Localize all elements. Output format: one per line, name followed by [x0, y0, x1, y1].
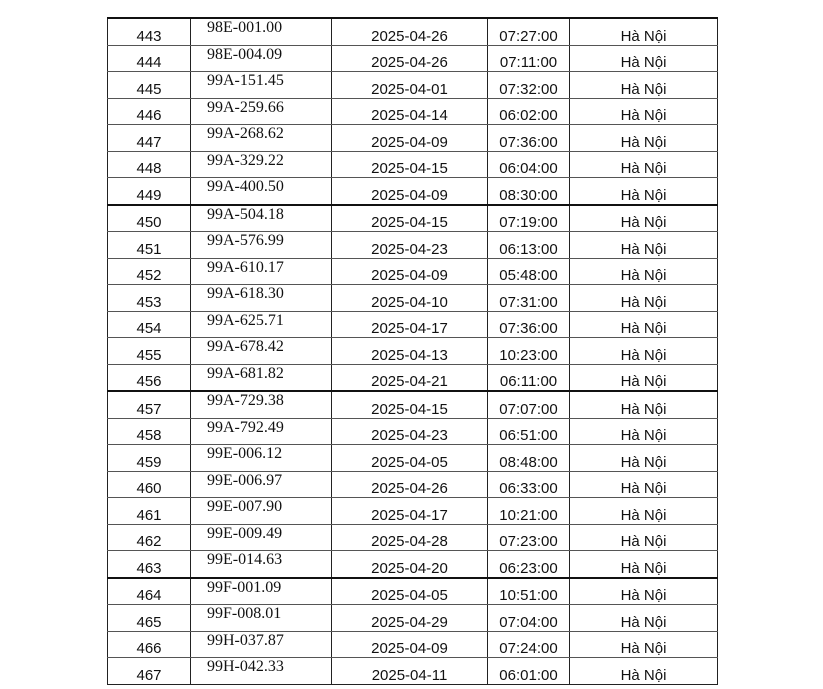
location: Hà Nội — [570, 524, 718, 551]
violation-time: 08:30:00 — [488, 178, 570, 205]
location: Hà Nội — [570, 364, 718, 391]
violation-date: 2025-04-11 — [332, 658, 488, 685]
license-plate: 99F-001.09 — [191, 578, 332, 605]
violation-date: 2025-04-20 — [332, 551, 488, 578]
row-number: 463 — [108, 551, 191, 578]
row-number: 449 — [108, 178, 191, 205]
violation-date: 2025-04-13 — [332, 338, 488, 365]
violation-time: 07:07:00 — [488, 391, 570, 418]
row-number: 457 — [108, 391, 191, 418]
location: Hà Nội — [570, 232, 718, 259]
violation-date: 2025-04-26 — [332, 471, 488, 498]
violation-time: 07:36:00 — [488, 311, 570, 338]
row-number: 444 — [108, 45, 191, 72]
table-row — [108, 311, 718, 338]
violation-date: 2025-04-17 — [332, 311, 488, 338]
violation-time: 10:23:00 — [488, 338, 570, 365]
license-plate: 99E-009.49 — [191, 524, 332, 551]
violation-time: 07:04:00 — [488, 605, 570, 632]
violation-date: 2025-04-17 — [332, 498, 488, 525]
table-row — [108, 125, 718, 152]
table-body — [108, 18, 718, 684]
violation-time: 06:23:00 — [488, 551, 570, 578]
violation-date: 2025-04-09 — [332, 178, 488, 205]
table-row — [108, 364, 718, 391]
table-row — [108, 72, 718, 99]
violation-time: 07:23:00 — [488, 524, 570, 551]
license-plate: 99H-042.33 — [191, 658, 332, 685]
location: Hà Nội — [570, 551, 718, 578]
violation-date: 2025-04-15 — [332, 205, 488, 232]
license-plate: 99A-618.30 — [191, 285, 332, 312]
location: Hà Nội — [570, 605, 718, 632]
row-number: 466 — [108, 631, 191, 658]
table-row — [108, 471, 718, 498]
table-row — [108, 498, 718, 525]
location: Hà Nội — [570, 45, 718, 72]
table-row — [108, 418, 718, 445]
license-plate: 99A-259.66 — [191, 98, 332, 125]
violation-date: 2025-04-05 — [332, 578, 488, 605]
row-number: 459 — [108, 445, 191, 472]
table-row — [108, 205, 718, 232]
location: Hà Nội — [570, 391, 718, 418]
license-plate: 99A-729.38 — [191, 391, 332, 418]
violation-time: 10:51:00 — [488, 578, 570, 605]
violation-date: 2025-04-26 — [332, 18, 488, 45]
row-number: 445 — [108, 72, 191, 99]
row-number: 446 — [108, 98, 191, 125]
violation-date: 2025-04-05 — [332, 445, 488, 472]
row-number: 455 — [108, 338, 191, 365]
table-row — [108, 45, 718, 72]
license-plate: 99F-008.01 — [191, 605, 332, 632]
table-row — [108, 658, 718, 685]
table-row — [108, 151, 718, 178]
table-row — [108, 605, 718, 632]
location: Hà Nội — [570, 578, 718, 605]
location: Hà Nội — [570, 631, 718, 658]
violation-date: 2025-04-15 — [332, 151, 488, 178]
license-plate: 98E-004.09 — [191, 45, 332, 72]
location: Hà Nội — [570, 418, 718, 445]
location: Hà Nội — [570, 205, 718, 232]
table-row — [108, 445, 718, 472]
license-plate: 99A-610.17 — [191, 258, 332, 285]
violation-time: 07:27:00 — [488, 18, 570, 45]
table-row — [108, 98, 718, 125]
violation-date: 2025-04-09 — [332, 631, 488, 658]
location: Hà Nội — [570, 338, 718, 365]
violation-time: 05:48:00 — [488, 258, 570, 285]
violation-date: 2025-04-26 — [332, 45, 488, 72]
location: Hà Nội — [570, 151, 718, 178]
violation-date: 2025-04-21 — [332, 364, 488, 391]
row-number: 453 — [108, 285, 191, 312]
license-plate: 99A-329.22 — [191, 151, 332, 178]
violation-time: 06:04:00 — [488, 151, 570, 178]
table-row — [108, 178, 718, 205]
row-number: 460 — [108, 471, 191, 498]
license-plate: 98E-001.00 — [191, 18, 332, 45]
location: Hà Nội — [570, 471, 718, 498]
location: Hà Nội — [570, 98, 718, 125]
violation-date: 2025-04-09 — [332, 125, 488, 152]
violation-time: 08:48:00 — [488, 445, 570, 472]
violation-date: 2025-04-28 — [332, 524, 488, 551]
row-number: 452 — [108, 258, 191, 285]
location: Hà Nội — [570, 18, 718, 45]
location: Hà Nội — [570, 178, 718, 205]
license-plate: 99E-007.90 — [191, 498, 332, 525]
table-row — [108, 578, 718, 605]
table-row — [108, 551, 718, 578]
row-number: 454 — [108, 311, 191, 338]
violation-date: 2025-04-23 — [332, 232, 488, 259]
license-plate: 99A-400.50 — [191, 178, 332, 205]
violation-date: 2025-04-23 — [332, 418, 488, 445]
location: Hà Nội — [570, 658, 718, 685]
row-number: 451 — [108, 232, 191, 259]
license-plate: 99E-014.63 — [191, 551, 332, 578]
license-plate: 99E-006.12 — [191, 445, 332, 472]
row-number: 467 — [108, 658, 191, 685]
table-row — [108, 232, 718, 259]
location: Hà Nội — [570, 258, 718, 285]
violation-time: 07:31:00 — [488, 285, 570, 312]
location: Hà Nội — [570, 445, 718, 472]
license-plate: 99A-625.71 — [191, 311, 332, 338]
violation-time: 07:24:00 — [488, 631, 570, 658]
location: Hà Nội — [570, 125, 718, 152]
row-number: 456 — [108, 364, 191, 391]
row-number: 458 — [108, 418, 191, 445]
row-number: 443 — [108, 18, 191, 45]
location: Hà Nội — [570, 285, 718, 312]
table-row — [108, 338, 718, 365]
license-plate: 99A-681.82 — [191, 364, 332, 391]
row-number: 461 — [108, 498, 191, 525]
table-row — [108, 631, 718, 658]
license-plate: 99A-268.62 — [191, 125, 332, 152]
row-number: 447 — [108, 125, 191, 152]
license-plate: 99H-037.87 — [191, 631, 332, 658]
violation-date: 2025-04-29 — [332, 605, 488, 632]
row-number: 462 — [108, 524, 191, 551]
violation-time: 07:11:00 — [488, 45, 570, 72]
location: Hà Nội — [570, 72, 718, 99]
table-row — [108, 18, 718, 45]
table-row — [108, 258, 718, 285]
license-plate: 99A-678.42 — [191, 338, 332, 365]
violation-time: 06:51:00 — [488, 418, 570, 445]
violation-time: 07:32:00 — [488, 72, 570, 99]
license-plate: 99A-792.49 — [191, 418, 332, 445]
violation-time: 06:02:00 — [488, 98, 570, 125]
row-number: 448 — [108, 151, 191, 178]
row-number: 465 — [108, 605, 191, 632]
violation-time: 10:21:00 — [488, 498, 570, 525]
row-number: 450 — [108, 205, 191, 232]
violation-date: 2025-04-01 — [332, 72, 488, 99]
location: Hà Nội — [570, 498, 718, 525]
table-row — [108, 524, 718, 551]
license-plate: 99E-006.97 — [191, 471, 332, 498]
license-plate: 99A-504.18 — [191, 205, 332, 232]
violation-date: 2025-04-10 — [332, 285, 488, 312]
violation-table — [107, 17, 718, 685]
violation-date: 2025-04-14 — [332, 98, 488, 125]
violation-time: 06:11:00 — [488, 364, 570, 391]
violation-time: 06:13:00 — [488, 232, 570, 259]
violation-time: 07:19:00 — [488, 205, 570, 232]
table-row — [108, 391, 718, 418]
license-plate: 99A-576.99 — [191, 232, 332, 259]
row-number: 464 — [108, 578, 191, 605]
violation-date: 2025-04-09 — [332, 258, 488, 285]
violation-time: 06:01:00 — [488, 658, 570, 685]
license-plate: 99A-151.45 — [191, 72, 332, 99]
table-row — [108, 285, 718, 312]
violation-time: 06:33:00 — [488, 471, 570, 498]
location: Hà Nội — [570, 311, 718, 338]
violation-time: 07:36:00 — [488, 125, 570, 152]
violation-date: 2025-04-15 — [332, 391, 488, 418]
